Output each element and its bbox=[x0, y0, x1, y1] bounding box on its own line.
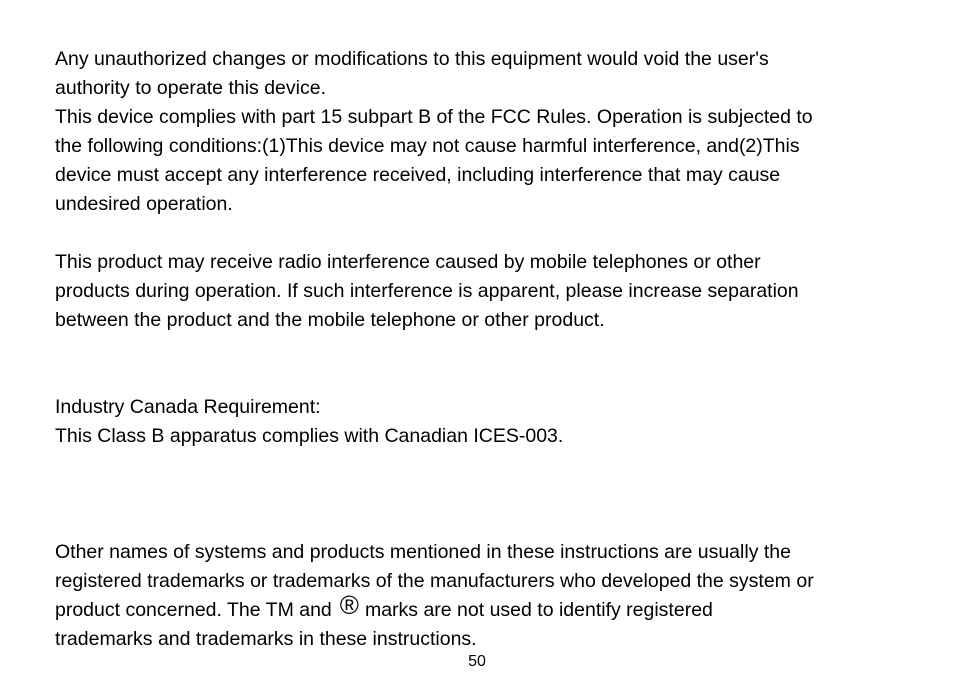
trademarks-line bbox=[55, 590, 915, 625]
registered-mark-icon: ® bbox=[339, 590, 359, 620]
fcc-line: device must accept any interference received, including interference that may cause bbox=[55, 164, 781, 186]
paragraph-spacer bbox=[55, 219, 915, 248]
fcc-line: undesired operation. bbox=[55, 193, 233, 215]
fcc-line: the following conditions:(1)This device may not cause harmful interference, and(2)This bbox=[55, 135, 800, 157]
interference-line: between the product and the mobile telephone or other product. bbox=[55, 309, 605, 331]
interference-paragraph bbox=[55, 248, 915, 335]
interference-line: This product may receive radio interference caused by mobile telephones or other bbox=[55, 251, 761, 273]
trademarks-line-end: marks are not used to identify registered bbox=[364, 599, 713, 621]
trademarks-line: Other names of systems and products mentioned in these instructions are usually the bbox=[55, 541, 791, 563]
paragraph-spacer bbox=[55, 335, 915, 393]
trademarks-line: trademarks and trademarks in these instructions. bbox=[55, 628, 477, 650]
document-body bbox=[55, 45, 915, 654]
canada-heading: Industry Canada Requirement: bbox=[55, 396, 321, 418]
fcc-paragraph bbox=[55, 45, 915, 219]
fcc-line: This device complies with part 15 subpart B of the FCC Rules. Operation is subjected to bbox=[55, 106, 813, 128]
canada-section bbox=[55, 393, 915, 451]
fcc-line: Any unauthorized changes or modifications to this equipment would void the user's bbox=[55, 48, 769, 70]
page-number: 50 bbox=[468, 653, 486, 670]
trademarks-paragraph bbox=[55, 538, 915, 654]
trademarks-line: registered trademarks or trademarks of the manufacturers who developed the system or bbox=[55, 570, 814, 592]
paragraph-spacer bbox=[55, 451, 915, 538]
interference-line: products during operation. If such interference is apparent, please increase separation bbox=[55, 280, 799, 302]
fcc-line: authority to operate this device. bbox=[55, 77, 326, 99]
canada-statement: This Class B apparatus complies with Canadian ICES-003. bbox=[55, 425, 564, 447]
trademarks-line-start: product concerned. The TM and bbox=[55, 599, 332, 621]
